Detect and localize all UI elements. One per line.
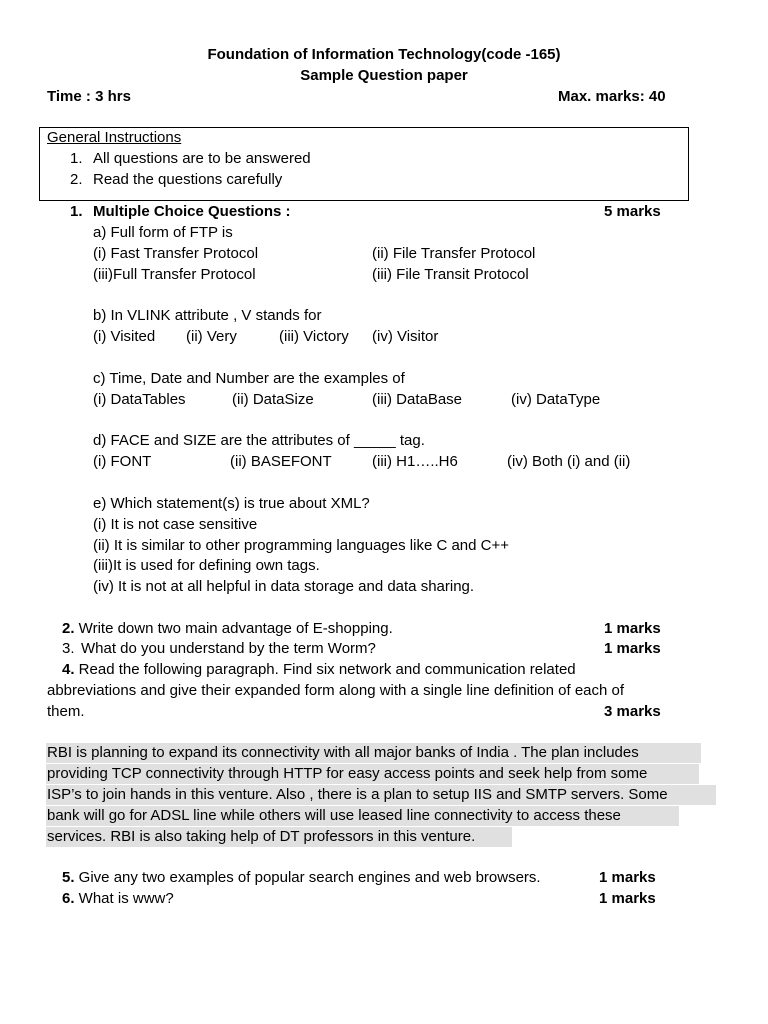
instruction-text: Read the questions carefully — [93, 171, 283, 188]
mcq-e-option: (iii)It is used for defining own tags. — [93, 557, 320, 574]
q1-title: Multiple Choice Questions : — [93, 203, 291, 220]
mcq-b-question: b) In VLINK attribute , V stands for — [93, 307, 322, 324]
mcq-e-option: (i) It is not case sensitive — [93, 516, 258, 533]
paper-title: Foundation of Information Technology(code -165) — [207, 46, 561, 63]
q2-marks: 1 marks — [604, 620, 661, 637]
q4-line1 — [62, 660, 576, 680]
time-label: Time : 3 hrs — [47, 88, 131, 105]
mcq-e-option: (ii) It is similar to other programming languages like C and C++ — [93, 537, 510, 554]
mcq-c-option: (iii) DataBase — [372, 391, 463, 408]
q2-text: Write down two main advantage of E-shopping. — [74, 620, 393, 637]
mcq-e-question: e) Which statement(s) is true about XML? — [93, 495, 370, 512]
q5-number: 5. — [62, 869, 75, 886]
q3-text: What do you understand by the term Worm? — [81, 640, 376, 657]
q2-number: 2. — [62, 620, 75, 637]
mcq-a-question: a) Full form of FTP is — [93, 224, 233, 241]
q6-marks: 1 marks — [599, 890, 656, 907]
mcq-b-option: (i) Visited — [93, 328, 156, 345]
mcq-c-option: (ii) DataSize — [232, 391, 314, 408]
mcq-a-option: (iii)Full Transfer Protocol — [93, 266, 256, 283]
paragraph-line: RBI is planning to expand its connectivity with all major banks of India . The plan includes — [47, 744, 639, 761]
mcq-b-option: (iii) Victory — [279, 328, 349, 345]
q1-number: 1. — [70, 203, 83, 220]
q4-line3: them. — [47, 703, 85, 720]
max-marks-label: Max. marks: 40 — [558, 88, 666, 105]
mcq-e-option: (iv) It is not at all helpful in data storage and data sharing. — [93, 578, 475, 595]
instruction-number: 1. — [70, 150, 83, 167]
mcq-b-option: (ii) Very — [186, 328, 237, 345]
mcq-d-option: (ii) BASEFONT — [230, 453, 332, 470]
q4-line2: abbreviations and give their expanded form along with a single line definition of each of — [47, 682, 625, 699]
mcq-a-option: (i) Fast Transfer Protocol — [93, 245, 259, 262]
q3-marks: 1 marks — [604, 640, 661, 657]
mcq-d-question: d) FACE and SIZE are the attributes of _____ tag. — [93, 432, 425, 449]
q3-number: 3. — [62, 640, 75, 657]
mcq-c-option: (iv) DataType — [511, 391, 601, 408]
mcq-b-option: (iv) Visitor — [372, 328, 439, 345]
mcq-a-option: (iii) File Transit Protocol — [372, 266, 529, 283]
q5-line — [62, 868, 541, 888]
mcq-c-question: c) Time, Date and Number are the examples of — [93, 370, 405, 387]
q1-marks: 5 marks — [604, 203, 661, 220]
paragraph-line: services. RBI is also taking help of DT professors in this venture. — [47, 828, 476, 845]
q6-text: What is www? — [74, 890, 174, 907]
instruction-text: All questions are to be answered — [93, 150, 311, 167]
q4-text: Read the following paragraph. Find six network and communication related — [74, 661, 576, 678]
q5-text: Give any two examples of popular search engines and web browsers. — [74, 869, 541, 886]
instruction-number: 2. — [70, 171, 83, 188]
paragraph-line: ISP’s to join hands in this venture. Also , there is a plan to setup IIS and SMTP servers. Some — [47, 786, 668, 803]
q6-number: 6. — [62, 890, 75, 907]
q4-marks: 3 marks — [604, 703, 661, 720]
mcq-d-option: (iv) Both (i) and (ii) — [507, 453, 631, 470]
paragraph-line: providing TCP connectivity through HTTP for easy access points and seek help from some — [47, 765, 648, 782]
paragraph-line: bank will go for ADSL line while others will use leased line connectivity to access these — [47, 807, 621, 824]
mcq-d-option: (i) FONT — [93, 453, 152, 470]
q2-line — [62, 619, 393, 639]
q6-line — [62, 889, 174, 909]
q5-marks: 1 marks — [599, 869, 656, 886]
q4-number: 4. — [62, 661, 75, 678]
paper-subtitle: Sample Question paper — [300, 67, 468, 84]
mcq-d-option: (iii) H1…..H6 — [372, 453, 458, 470]
mcq-a-option: (ii) File Transfer Protocol — [372, 245, 536, 262]
mcq-c-option: (i) DataTables — [93, 391, 186, 408]
instructions-heading: General Instructions — [47, 129, 182, 146]
